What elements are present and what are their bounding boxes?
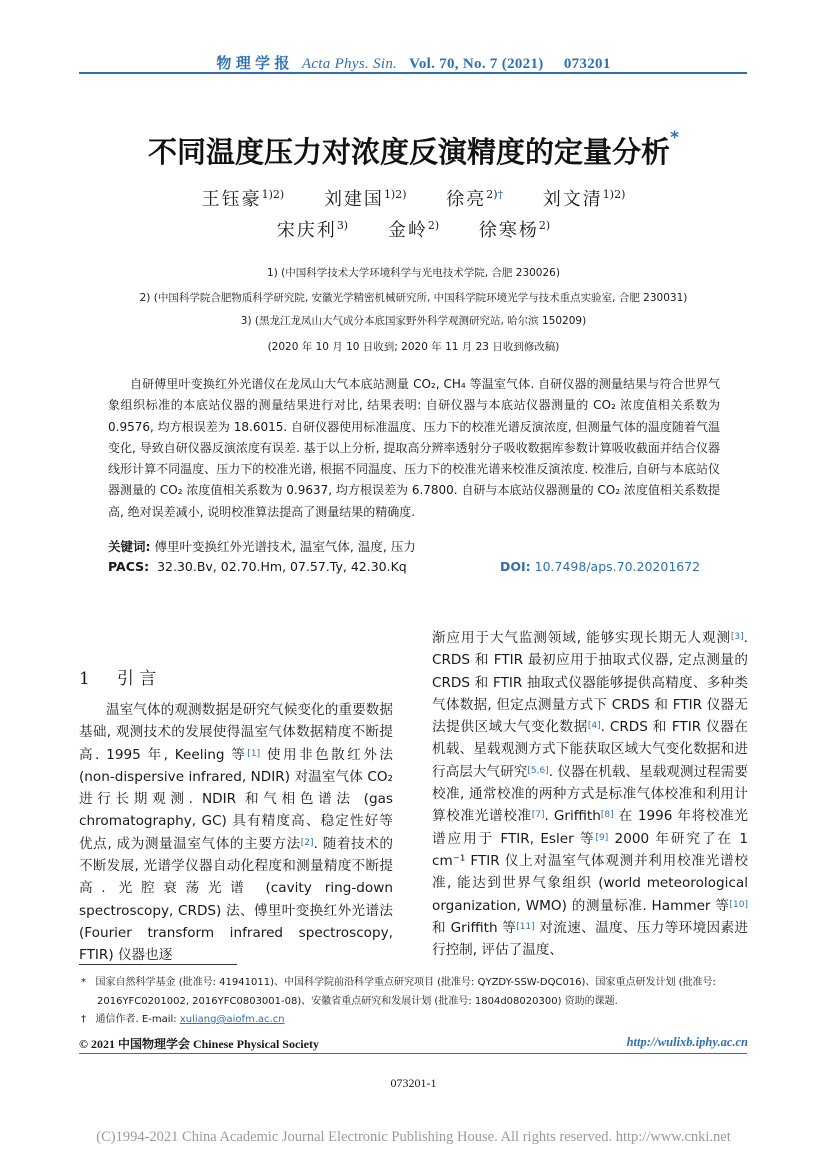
authors-line-1 <box>0 185 827 211</box>
citation[interactable]: [9] <box>595 832 609 843</box>
journal-cn: 物 理 学 报 <box>216 56 290 72</box>
received-date: (2020 年 10 月 10 日收到; 2020 年 11 月 23 日收到修改稿) <box>267 341 560 353</box>
doi[interactable] <box>500 559 700 574</box>
doi-label: DOI: <box>500 559 531 574</box>
paper-title: 不同温度压力对浓度反演精度的定量分析* <box>148 128 679 169</box>
doi-link[interactable]: 10.7498/aps.70.20201672 <box>534 559 701 574</box>
corresponding-mark: † <box>497 188 504 201</box>
journal-volume: Vol. 70, No. 7 (2021) <box>409 56 544 72</box>
funding-footnote: * 国家自然科学基金 (批准号: 41941011)、中国科学院前沿科学重点研究项目 (批准号: QYZDY-SSW-DQC016)、国家重点研发计划 (批准号: 2016YFC0201002, 2016YFC0803001-08)、安徽省重点研究和发展计划 (批准号: 1804d08020300) 资助的课题. <box>81 977 716 1007</box>
affiliation-3: 3) (黑龙江龙凤山大气成分本底国家野外科学观测研究站, 哈尔滨 150209) <box>240 315 587 327</box>
paragraph: 渐应用于大气监测领域, 能够实现长期无人观测[3]. CRDS 和 FTIR 最初应用于抽取式仪器, 定点测量的 CRDS 和 FTIR 抽取式仪器能够提供高精度、多种类气体数据, 但定点测量方式下 CRDS 和 FTIR 仪器无法提供区域大气变化数据[4]. CRDS 和 FTIR 仪器在机载、星载观测方式下能获取区域大气变化数据和进行高层大气研究[5,6]. 仪器在机载、星载观测过程需要校准, 通常校准的两种方式是标准气体校准和利用计算校准光谱校准[7]. Griffith[8] 在 1996 年将校准光谱应用于 FTIR, Esler 等[9] 2000 年研究了在 1 cm⁻¹ FTIR 仪上对温室气体观测并利用校准光谱校准, 能达到世界气象组织 (world meteorological organization, WMO) 的测量标准. Hammer 等[10] 和 Griffith 等[11] 对流速、温度、压力等环境因素进行控制, 评估了温度、 <box>432 630 749 959</box>
cnki-watermark: (C)1994-2021 China Academic Journal Electronic Publishing House. All rights reserved. http://www.cnki.net <box>96 1129 731 1145</box>
citation[interactable]: [2] <box>300 837 314 848</box>
author: 刘文清$^{1)2)}$ <box>542 188 626 210</box>
title-footnote-mark: * <box>670 128 679 148</box>
footnote-rule <box>79 964 237 965</box>
article-number: 073201 <box>563 56 611 72</box>
abstract: 自研傅里叶变换红外光谱仪在龙凤山大气本底站测量 CO₂, CH₄ 等温室气体. 自研仪器的测量结果与符合世界气象组织标准的本底站仪器的测量结果进行对比, 结果表明: 自研仪器与本底站仪器测量的 CO₂ 浓度值相关系数为 0.9576, 均方根误差为 18.6015. 自研仪器使用标准温度、压力下的校准光谱反演浓度, 但测量气体的温度随着气温变化, 导致自研仪器反演浓度有误差. 基于以上分析, 提取高分辨率透射分子吸收数据库参数计算吸收截面并结合仪器线形计算不同温度、压力下的校准光谱, 根据不同温度、压力下的校准光谱来校准反演浓度. 校准后, 自研与本底站仪器测量的 CO₂ 浓度值相关系数为 0.9637, 均方根误差为 6.7800. 自研与本底站仪器测量的 CO₂ 浓度值相关系数提高, 绝对误差减小, 说明校准算法提高了测量结果的精确度. <box>108 377 720 519</box>
journal-header: 物 理 学 报 Acta Phys. Sin. Vol. 70, No. 7 (2021) 073201 <box>216 56 611 72</box>
citation[interactable]: [8] <box>600 810 614 821</box>
citation[interactable]: [7] <box>531 810 545 821</box>
section-number: 1 <box>79 669 90 689</box>
author: 徐寒杨$^{2)}$ <box>478 219 551 241</box>
affiliation-1: 1) (中国科学技术大学环境科学与光电技术学院, 合肥 230026) <box>267 267 560 279</box>
affiliation-2: 2) (中国科学院合肥物质科学研究院, 安徽光学精密机械研究所, 中国科学院环境光学与技术重点实验室, 合肥 230031) <box>139 292 688 304</box>
section-title: 引 言 <box>116 669 157 689</box>
author: 刘建国$^{1)2)}$ <box>323 188 407 210</box>
citation[interactable]: [4] <box>587 721 601 732</box>
paragraph: 温室气体的观测数据是研究气候变化的重要数据基础, 观测技术的发展使得温室气体数据精度不断提高. 1995 年, Keeling 等[1] 使用非色散红外法 (non-dispersive infrared, NDIR) 对温室气体 CO₂ 进行长期观测. NDIR 和气相色谱法 (gas chromatography, GC) 具有精度高、稳定性好等优点, 成为测量温室气体的主要方法[2]. 随着技术的不断发展, 光谱学仪器自动化程度和测量精度不断提高. 光腔衰荡光谱 (cavity ring-down spectroscopy, CRDS) 法、傅里叶变换红外光谱法 (Fourier transform infrared spectroscopy, FTIR) 仪器也逐 <box>79 702 393 964</box>
citation[interactable]: [11] <box>516 921 535 932</box>
section-heading <box>79 664 156 689</box>
left-column <box>79 699 393 967</box>
pacs <box>108 559 407 574</box>
author: 宋庆利$^{3)}$ <box>276 219 349 241</box>
authors-line-2 <box>0 216 827 242</box>
citation[interactable]: [1] <box>247 748 261 759</box>
page-number: 073201-1 <box>390 1076 437 1090</box>
keywords <box>108 537 416 555</box>
keywords-label: 关键词: <box>108 539 151 554</box>
header-rule <box>79 72 747 74</box>
author: 王钰豪$^{1)2)}$ <box>201 188 285 210</box>
pacs-label: PACS: <box>108 559 150 574</box>
citation[interactable]: [5,6] <box>527 765 549 776</box>
pacs-codes: 32.30.Bv, 02.70.Hm, 07.57.Ty, 42.30.Kq <box>157 559 407 574</box>
journal-en: Acta Phys. Sin <box>301 56 394 72</box>
copyright: © 2021 中国物理学会 Chinese Physical Society <box>79 1037 319 1051</box>
author: 金岭$^{2)}$ <box>387 219 440 241</box>
keywords-text: 傅里叶变换红外光谱技术, 温室气体, 温度, 压力 <box>154 539 416 554</box>
citation[interactable]: [3] <box>730 632 744 642</box>
journal-url[interactable]: http://wulixb.iphy.ac.cn <box>626 1035 748 1049</box>
author: 徐亮$^{2)\dagger}$ <box>446 188 504 210</box>
citation[interactable]: [10] <box>729 899 748 910</box>
footer-rule <box>79 1053 747 1054</box>
right-column <box>432 627 748 961</box>
correspondence-footnote: † 通信作者. E-mail: xuliang@aiofm.ac.cn <box>81 1014 285 1025</box>
email-link[interactable]: xuliang@aiofm.ac.cn <box>179 1014 285 1025</box>
